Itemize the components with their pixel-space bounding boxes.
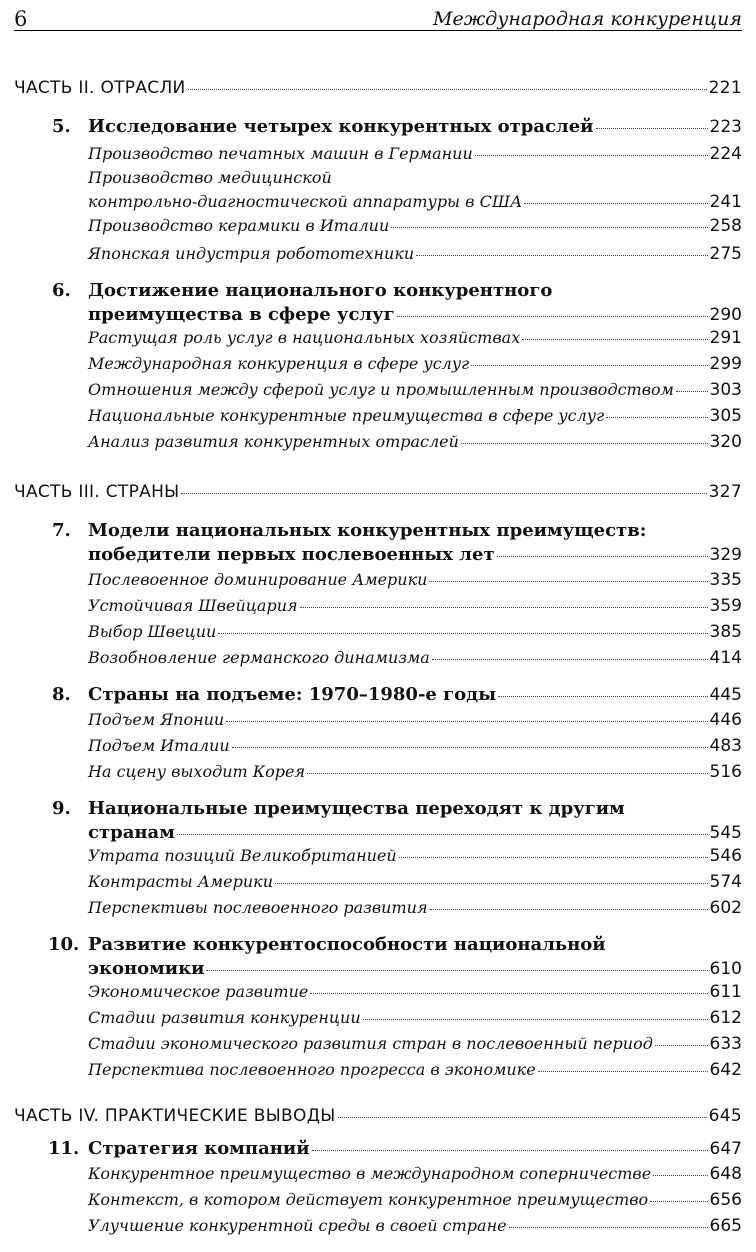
toc-page-number: 335 bbox=[709, 570, 742, 590]
toc-page-number: 574 bbox=[709, 872, 742, 892]
toc-page-number: 656 bbox=[709, 1190, 742, 1210]
toc-section-entry[interactable] bbox=[88, 1060, 742, 1080]
toc-entry-title: Выбор Швеции bbox=[88, 622, 217, 641]
dot-leader bbox=[429, 581, 707, 582]
dot-leader bbox=[363, 1019, 708, 1020]
page-number: 6 bbox=[14, 7, 28, 31]
toc-chapter-entry[interactable] bbox=[48, 544, 742, 565]
toc-page-number: 516 bbox=[709, 762, 742, 782]
toc-section-entry[interactable] bbox=[88, 380, 742, 400]
toc-page-number: 329 bbox=[709, 545, 742, 565]
toc-entry-title: Контрасты Америки bbox=[88, 872, 274, 891]
toc-chapter-entry[interactable] bbox=[48, 304, 742, 325]
toc-page-number: 602 bbox=[709, 898, 742, 918]
toc-section-entry[interactable] bbox=[88, 216, 742, 236]
toc-part-entry[interactable] bbox=[14, 1106, 742, 1126]
dot-leader bbox=[218, 633, 707, 634]
toc-entry-title: контрольно-диагностической аппаратуры в США bbox=[88, 192, 523, 211]
toc-entry-title: Анализ развития конкурентных отраслей bbox=[88, 432, 459, 451]
dot-leader bbox=[232, 747, 708, 748]
toc-chapter-entry[interactable] bbox=[48, 684, 742, 705]
toc-section-entry[interactable] bbox=[88, 762, 742, 782]
toc-page-number: 648 bbox=[709, 1164, 742, 1184]
dot-leader bbox=[226, 721, 707, 722]
toc-page-number: 633 bbox=[709, 1034, 742, 1054]
dot-leader bbox=[338, 1117, 707, 1118]
toc-section-entry[interactable] bbox=[88, 1008, 742, 1028]
dot-leader bbox=[391, 227, 707, 228]
dot-leader bbox=[399, 857, 708, 858]
toc-section-entry[interactable] bbox=[88, 898, 742, 918]
dot-leader bbox=[275, 883, 708, 884]
toc-page-number: 221 bbox=[708, 78, 742, 98]
toc-entry-title: Международная конкуренция в сфере услуг bbox=[88, 354, 470, 373]
section-title-line1: Производство медицинской bbox=[88, 168, 332, 187]
chapter-number: 11. bbox=[48, 1138, 80, 1159]
toc-section-entry[interactable] bbox=[88, 596, 742, 616]
toc-entry-title: ЧАСТЬ III. СТРАНЫ bbox=[14, 482, 180, 502]
toc-entry-title: Подъем Японии bbox=[88, 710, 225, 729]
toc-page-number: 645 bbox=[708, 1106, 742, 1126]
toc-page-number: 359 bbox=[709, 596, 742, 616]
chapter-number: 7. bbox=[52, 520, 71, 541]
dot-leader bbox=[606, 417, 707, 418]
chapter-title-line1: Достижение национального конкурентного bbox=[88, 280, 553, 301]
toc-section-entry[interactable] bbox=[88, 244, 742, 264]
toc-section-entry[interactable] bbox=[88, 710, 742, 730]
toc-page-number: 647 bbox=[709, 1139, 742, 1159]
toc-entry-title: победители первых послевоенных лет bbox=[88, 544, 495, 565]
toc-page-number: 612 bbox=[709, 1008, 742, 1028]
toc-page-number: 610 bbox=[709, 959, 742, 979]
toc-page-number: 291 bbox=[709, 328, 742, 348]
toc-page-number: 665 bbox=[709, 1216, 742, 1236]
toc-entry-title: Стадии экономического развития стран в послевоенный период bbox=[88, 1034, 653, 1053]
toc-entry-title: Устойчивая Швейцария bbox=[88, 596, 298, 615]
toc-page-number: 483 bbox=[709, 736, 742, 756]
toc-entry-title: Подъем Италии bbox=[88, 736, 230, 755]
toc-section-entry[interactable] bbox=[88, 328, 742, 348]
dot-leader bbox=[177, 834, 708, 835]
dot-leader bbox=[471, 365, 707, 366]
toc-page-number: 546 bbox=[709, 846, 742, 866]
toc-entry-title: странам bbox=[88, 822, 175, 843]
toc-section-entry[interactable] bbox=[88, 736, 742, 756]
toc-section-entry[interactable] bbox=[88, 192, 742, 212]
toc-part-entry[interactable] bbox=[14, 78, 742, 98]
toc-entry-title: Послевоенное доминирование Америки bbox=[88, 570, 428, 589]
toc-section-entry[interactable] bbox=[88, 432, 742, 452]
toc-section-entry[interactable] bbox=[88, 406, 742, 426]
chapter-title-line1: Развитие конкурентоспособности национальной bbox=[88, 934, 606, 955]
toc-entry-title: Стратегия компаний bbox=[88, 1138, 310, 1159]
toc-section-entry[interactable] bbox=[88, 1034, 742, 1054]
toc-page-number: 446 bbox=[709, 710, 742, 730]
toc-section-entry[interactable] bbox=[88, 144, 742, 164]
toc-section-entry[interactable] bbox=[88, 1216, 742, 1236]
chapter-number: 10. bbox=[48, 934, 80, 955]
dot-leader bbox=[206, 970, 707, 971]
toc-page-number: 299 bbox=[709, 354, 742, 374]
dot-leader bbox=[475, 155, 708, 156]
running-title: Международная конкуренция bbox=[433, 8, 742, 30]
toc-entry-title: Национальные конкурентные преимущества в сфере услуг bbox=[88, 406, 605, 425]
toc-entry-title: Производство керамики в Италии bbox=[88, 216, 390, 235]
toc-section-entry[interactable] bbox=[88, 354, 742, 374]
toc-section-entry[interactable] bbox=[88, 1164, 742, 1184]
dot-leader bbox=[310, 993, 707, 994]
toc-section-entry[interactable] bbox=[88, 570, 742, 590]
toc-entry-title: Возобновление германского динамизма bbox=[88, 648, 430, 667]
toc-section-entry[interactable] bbox=[88, 622, 742, 642]
dot-leader bbox=[498, 696, 707, 697]
dot-leader bbox=[497, 556, 708, 557]
toc-page-number: 320 bbox=[709, 432, 742, 452]
dot-leader bbox=[524, 203, 707, 204]
toc-entry-title: Японская индустрия робототехники bbox=[88, 244, 415, 263]
toc-page-number: 611 bbox=[709, 982, 742, 1002]
toc-entry-title: Экономическое развитие bbox=[88, 982, 309, 1001]
toc-page-number: 305 bbox=[709, 406, 742, 426]
chapter-number: 5. bbox=[52, 116, 71, 137]
chapter-number: 9. bbox=[52, 798, 71, 819]
dot-leader bbox=[312, 1150, 708, 1151]
toc-entry-title: Растущая роль услуг в национальных хозяйствах bbox=[88, 328, 521, 347]
toc-section-entry[interactable] bbox=[88, 648, 742, 668]
toc-page-number: 258 bbox=[709, 216, 742, 236]
toc-page-number: 545 bbox=[709, 823, 742, 843]
toc-entry-title: Улучшение конкурентной среды в своей стране bbox=[88, 1216, 507, 1235]
toc-entry-title: Страны на подъеме: 1970–1980-е годы bbox=[88, 684, 497, 705]
toc-entry-title: ЧАСТЬ II. ОТРАСЛИ bbox=[14, 78, 186, 98]
toc-page-number: 224 bbox=[709, 144, 742, 164]
chapter-number: 8. bbox=[52, 684, 71, 705]
toc-chapter-entry[interactable] bbox=[48, 958, 742, 979]
toc-page-number: 385 bbox=[709, 622, 742, 642]
toc-page-number: 223 bbox=[709, 117, 742, 137]
dot-leader bbox=[416, 255, 707, 256]
chapter-title-line1: Национальные преимущества переходят к другим bbox=[88, 798, 625, 819]
toc-page-number: 290 bbox=[709, 305, 742, 325]
toc-chapter-entry[interactable] bbox=[48, 116, 742, 137]
toc-entry-title: Исследование четырех конкурентных отраслей bbox=[88, 116, 594, 137]
toc-entry-title: Производство печатных машин в Германии bbox=[88, 144, 473, 163]
toc-page-number: 445 bbox=[709, 685, 742, 705]
dot-leader bbox=[655, 1045, 708, 1046]
toc-entry-title: Утрата позиций Великобританией bbox=[88, 846, 397, 865]
page-header bbox=[14, 8, 742, 31]
toc-page-number: 642 bbox=[709, 1060, 742, 1080]
toc-entry-title: Конкурентное преимущество в международном соперничестве bbox=[88, 1164, 652, 1183]
dot-leader bbox=[596, 128, 708, 129]
toc-entry-title: Отношения между сферой услуг и промышленным производством bbox=[88, 380, 674, 399]
dot-leader bbox=[307, 773, 707, 774]
toc-page-number: 275 bbox=[709, 244, 742, 264]
toc-entry-title: На сцену выходит Корея bbox=[88, 762, 306, 781]
dot-leader bbox=[538, 1071, 708, 1072]
toc-page-number: 327 bbox=[708, 482, 742, 502]
toc-page-number: 414 bbox=[709, 648, 742, 668]
chapter-number: 6. bbox=[52, 280, 71, 301]
dot-leader bbox=[522, 339, 707, 340]
dot-leader bbox=[397, 316, 708, 317]
toc-section-entry[interactable] bbox=[88, 1190, 742, 1210]
toc-entry-title: преимущества в сфере услуг bbox=[88, 304, 395, 325]
toc-section-entry[interactable] bbox=[88, 872, 742, 892]
toc-entry-title: Перспективы послевоенного развития bbox=[88, 898, 428, 917]
dot-leader bbox=[461, 443, 708, 444]
dot-leader bbox=[650, 1201, 707, 1202]
dot-leader bbox=[181, 493, 706, 494]
toc-entry-title: Перспектива послевоенного прогресса в экономике bbox=[88, 1060, 536, 1079]
dot-leader bbox=[509, 1227, 708, 1228]
toc-page-number: 303 bbox=[709, 380, 742, 400]
dot-leader bbox=[432, 659, 708, 660]
dot-leader bbox=[188, 89, 707, 90]
dot-leader bbox=[300, 607, 708, 608]
toc-section-entry[interactable] bbox=[88, 846, 742, 866]
dot-leader bbox=[430, 909, 708, 910]
toc-entry-title: Контекст, в котором действует конкурентное преимущество bbox=[88, 1190, 649, 1209]
chapter-title-line1: Модели национальных конкурентных преимуществ: bbox=[88, 520, 647, 541]
toc-entry-title: ЧАСТЬ IV. ПРАКТИЧЕСКИЕ ВЫВОДЫ bbox=[14, 1106, 336, 1126]
dot-leader bbox=[676, 391, 708, 392]
toc-chapter-entry[interactable] bbox=[48, 1138, 742, 1159]
toc-page-number: 241 bbox=[709, 192, 742, 212]
toc-entry-title: экономики bbox=[88, 958, 205, 979]
toc-section-entry[interactable] bbox=[88, 982, 742, 1002]
toc-entry-title: Стадии развития конкуренции bbox=[88, 1008, 361, 1027]
toc-part-entry[interactable] bbox=[14, 482, 742, 502]
dot-leader bbox=[653, 1175, 707, 1176]
toc-chapter-entry[interactable] bbox=[48, 822, 742, 843]
